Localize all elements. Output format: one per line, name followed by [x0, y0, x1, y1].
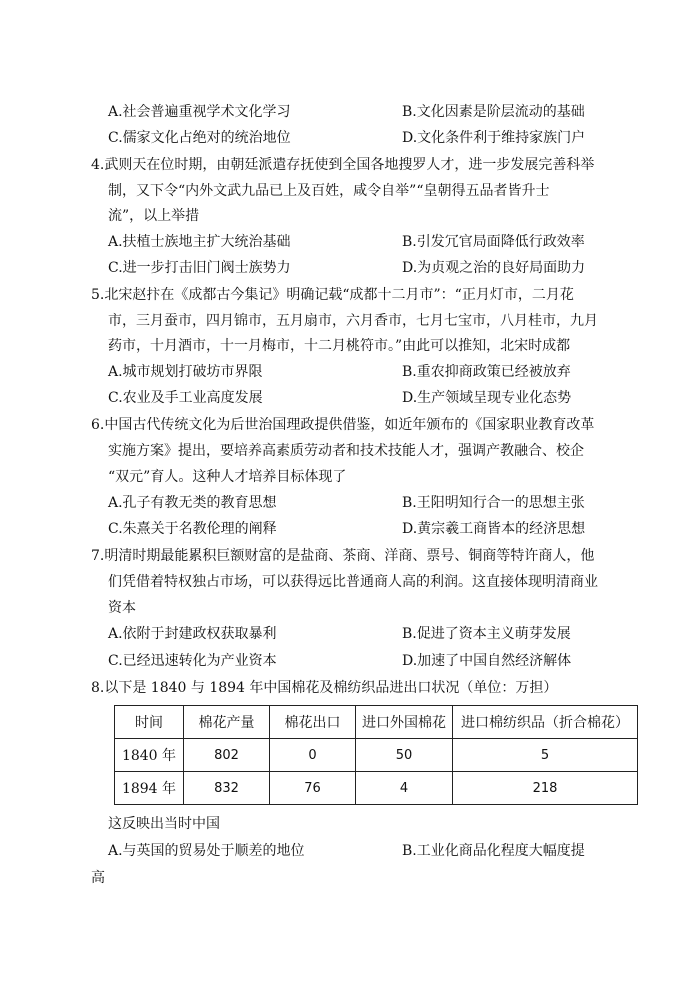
cotton-trade-table	[114, 705, 638, 805]
cell-textile-import: 218	[453, 772, 638, 805]
q3-option-d: D.文化条件利于维持家族门户	[402, 130, 586, 146]
q6-option-c: C.朱熹关于名教伦理的阐释	[108, 521, 277, 537]
cell-cotton-export: 76	[270, 772, 356, 805]
q5-stem-line-1: 5.北宋赵抃在《成都古今集记》明确记载“成都十二月市”：“正月灯市，二月花	[91, 287, 574, 303]
cell-foreign-cotton-import: 4	[356, 772, 453, 805]
q4-option-b: B.引发冗官局面降低行政效率	[402, 234, 585, 250]
q5-option-a: A.城市规划打破坊市界限	[108, 364, 263, 380]
q8-option-b: B.工业化商品化程度大幅度提	[402, 843, 585, 859]
q5-option-d: D.生产领域呈现专业化态势	[402, 390, 572, 406]
q6-stem-line-1: 6.中国古代传统文化为后世治国理政提供借鉴，如近年颁布的《国家职业教育改革	[91, 417, 595, 433]
q3-option-a: A.社会普遍重视学术文化学习	[108, 104, 291, 120]
q7-option-d: D.加速了中国自然经济解体	[402, 653, 572, 669]
q7-option-b: B.促进了资本主义萌芽发展	[402, 626, 571, 642]
cell-year: 1840 年	[115, 739, 184, 772]
q4-option-a: A.扶植士族地主扩大统治基础	[108, 234, 291, 250]
q8-option-a: A.与英国的贸易处于顺差的地位	[108, 843, 305, 859]
q7-stem-line-2: 们凭借着特权独占市场，可以获得远比普通商人高的利润。这直接体现明清商业	[108, 574, 598, 590]
q7-option-c: C.已经迅速转化为产业资本	[108, 653, 277, 669]
q6-stem-line-3: “双元”育人。这种人才培养目标体现了	[108, 469, 347, 485]
q6-option-b: B.王阳明知行合一的思想主张	[402, 495, 585, 511]
table-row	[115, 772, 638, 805]
q3-option-c: C.儒家文化占绝对的统治地位	[108, 130, 291, 146]
q6-option-a: A.孔子有教无类的教育思想	[108, 495, 277, 511]
table-row	[115, 739, 638, 772]
q5-option-b: B.重农抑商政策已经被放弃	[402, 364, 571, 380]
q4-stem-line-3: 流”，以上举措	[108, 208, 200, 224]
header-cotton-export: 棉花出口	[270, 706, 356, 739]
q4-stem-line-2: 制，又下令“内外文武九品已上及百姓，咸令自举”“皇朝得五品者皆升士	[108, 183, 550, 199]
header-cotton-output: 棉花产量	[184, 706, 270, 739]
q8-stem: 这反映出当时中国	[108, 816, 220, 832]
cell-cotton-output: 832	[184, 772, 270, 805]
cell-foreign-cotton-import: 50	[356, 739, 453, 772]
cell-cotton-export: 0	[270, 739, 356, 772]
table-header-row	[115, 706, 638, 739]
q7-option-a: A.依附于封建政权获取暴利	[108, 626, 277, 642]
cell-textile-import: 5	[453, 739, 638, 772]
q4-stem-line-1: 4.武则天在位时期，由朝廷派遣存抚使到全国各地搜罗人才，进一步发展完善科举	[91, 157, 595, 173]
q6-stem-line-2: 实施方案》提出，要培养高素质劳动者和技术技能人才，强调产教融合、校企	[108, 443, 584, 459]
cell-cotton-output: 802	[184, 739, 270, 772]
q6-option-d: D.黄宗羲工商皆本的经济思想	[402, 521, 586, 537]
q5-option-c: C.农业及手工业高度发展	[108, 390, 263, 406]
header-time: 时间	[115, 706, 184, 739]
q5-stem-line-2: 市，三月蚕市，四月锦市，五月扇市，六月香市，七月七宝市，八月桂市，九月	[108, 313, 598, 329]
q7-stem-line-3: 资本	[108, 600, 136, 616]
q4-option-d: D.为贞观之治的良好局面助力	[402, 260, 586, 276]
q4-option-c: C.进一步打击旧门阀士族势力	[108, 260, 291, 276]
q8-intro: 8.以下是 1840 与 1894 年中国棉花及棉纺织品进出口状况（单位：万担）	[91, 680, 558, 696]
q3-option-b: B.文化因素是阶层流动的基础	[402, 104, 585, 120]
header-textile-import: 进口棉纺织品（折合棉花）	[453, 706, 638, 739]
q8-option-b-continued: 高	[91, 870, 105, 886]
q7-stem-line-1: 7.明清时期最能累积巨额财富的是盐商、茶商、洋商、票号、铜商等特许商人，他	[91, 548, 595, 564]
cell-year: 1894 年	[115, 772, 184, 805]
q5-stem-line-3: 药市，十月酒市，十一月梅市，十二月桃符市。”由此可以推知，北宋时成都	[108, 338, 571, 354]
header-foreign-cotton-import: 进口外国棉花	[356, 706, 453, 739]
